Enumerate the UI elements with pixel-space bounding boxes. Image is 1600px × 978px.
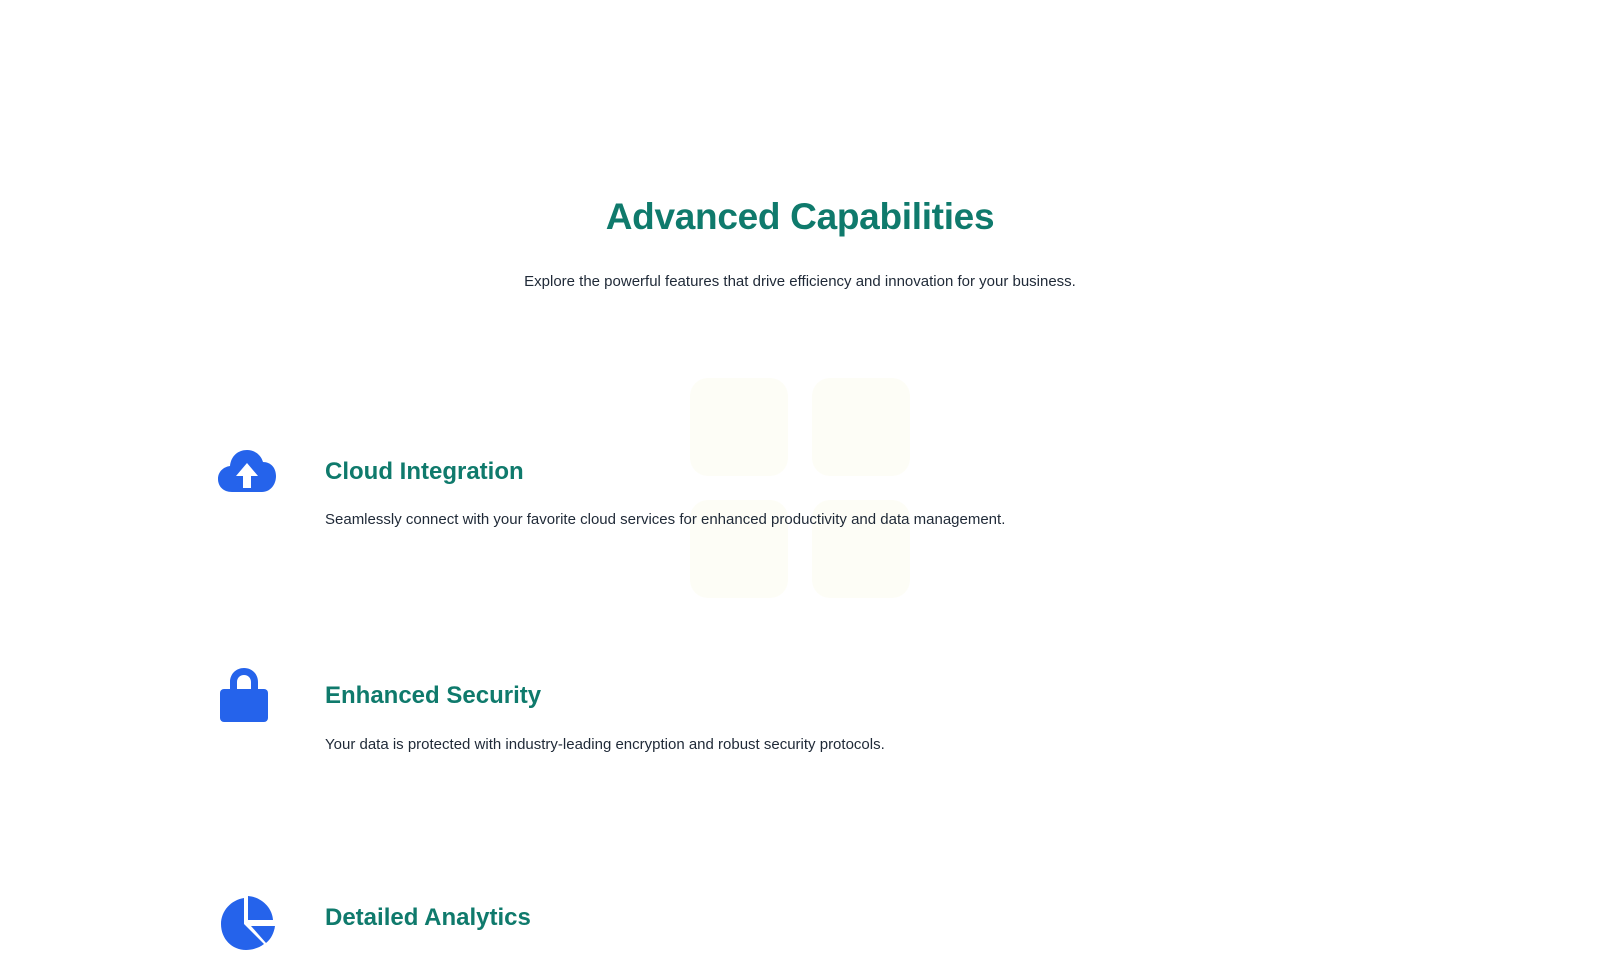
feature-title: Enhanced Security: [325, 682, 542, 709]
cloud-upload-icon: [218, 448, 278, 508]
decorative-tile: [812, 378, 910, 476]
feature-title: Cloud Integration: [325, 458, 524, 485]
pie-chart-icon: [218, 894, 278, 954]
feature-description: Your data is protected with industry-leading encryption and robust security protocols.: [325, 736, 885, 753]
section-subtitle: Explore the powerful features that drive efficiency and innovation for your business.: [524, 273, 1076, 290]
feature-title: Detailed Analytics: [325, 904, 531, 931]
feature-description: Seamlessly connect with your favorite cloud services for enhanced productivity and data management.: [325, 511, 1006, 528]
section-title: Advanced Capabilities: [605, 196, 995, 237]
decorative-tile-grid: [690, 378, 912, 600]
decorative-tile: [690, 378, 788, 476]
lock-icon: [218, 666, 278, 726]
